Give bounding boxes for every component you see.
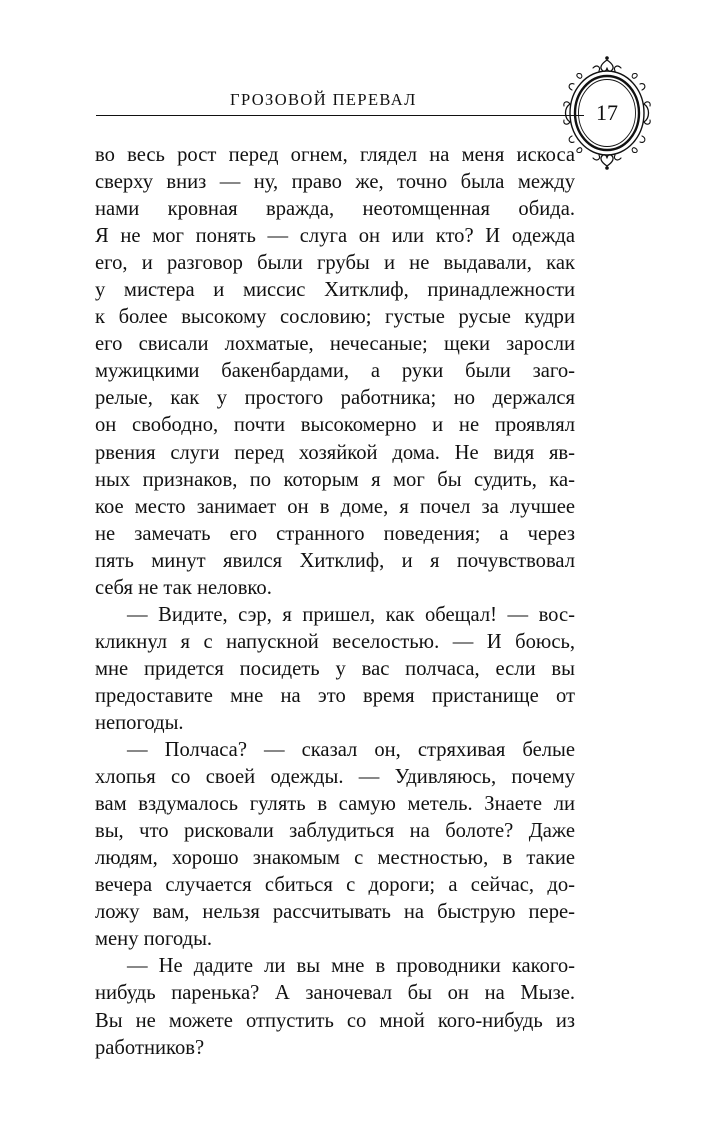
running-title: ГРОЗОВОЙ ПЕРЕВАЛ (230, 90, 417, 109)
text-line: — Видите, сэр, я пришел, как обещал! — вос- (127, 603, 575, 626)
text-line: к более высокому сословию; густые русые кудри (95, 306, 575, 329)
text-line: людям, хорошо знакомым с местностью, в такие (95, 847, 575, 870)
text-line: предоставите мне на это время пристанище от (95, 684, 575, 707)
text-line: — Полчаса? — сказал он, стряхивая белые (127, 739, 575, 762)
page-number: 17 (596, 100, 618, 125)
text-line: вы, что рисковали заблудиться на болоте? Даже (95, 820, 575, 843)
text-line: Вы не можете отпустить со мной кого-нибудь из (95, 1009, 575, 1032)
text-line: хлопья со своей одежды. — Удивляюсь, почему (95, 766, 575, 789)
text-line: пять минут явился Хитклиф, и я почувствовал (95, 549, 575, 572)
text-line: кое место занимает он в доме, я почел за лучшее (95, 495, 575, 518)
text-line: у мистера и миссис Хитклиф, принадлежности (95, 279, 575, 302)
text-line: нами кровная вражда, неотомщенная обида. (95, 198, 575, 221)
text-line: себя не так неловко. (95, 576, 272, 599)
text-line: вам вздумалось гулять в самую метель. Знаете ли (95, 793, 575, 816)
text-line: ных признаков, по которым я мог бы судить, ка- (95, 468, 575, 491)
text-line: сверху вниз — ну, право же, точно была между (95, 171, 575, 194)
text-line: не замечать его странного поведения; а через (95, 522, 575, 545)
body-text (95, 142, 575, 1062)
text-line: непогоды. (95, 711, 184, 734)
text-line: релые, как у простого работника; но держался (95, 387, 575, 410)
header-rule (96, 115, 584, 116)
text-line: во весь рост перед огнем, глядел на меня искоса (95, 144, 575, 166)
text-line: работников? (95, 1036, 205, 1059)
text-line: кликнул я с напускной веселостью. — И боюсь, (95, 630, 575, 653)
text-line: ложу вам, нельзя рассчитывать на быструю пере- (95, 901, 575, 924)
text-line: его свисали лохматые, нечесаные; щеки заросли (95, 333, 575, 356)
text-line: мужицкими бакенбардами, а руки были заго- (95, 360, 575, 383)
text-line: он свободно, почти высокомерно и не проявлял (95, 414, 575, 437)
text-line: рвения слуги перед хозяйкой дома. Не видя яв- (95, 441, 575, 464)
running-header (96, 54, 576, 118)
text-line: вечера случается сбиться с дороги; а сейчас, до- (95, 874, 575, 897)
text-line: нибудь паренька? А заночевал бы он на Мызе. (95, 982, 575, 1005)
text-line: Я не мог понять — слуга он или кто? И одежда (95, 225, 575, 248)
text-line: — Не дадите ли вы мне в проводники какого- (127, 955, 575, 978)
text-line: его, и разговор были грубы и не выдавали, как (95, 252, 575, 275)
text-line: мне придется посидеть у вас полчаса, если вы (95, 657, 575, 680)
text-line: мену погоды. (95, 928, 213, 951)
